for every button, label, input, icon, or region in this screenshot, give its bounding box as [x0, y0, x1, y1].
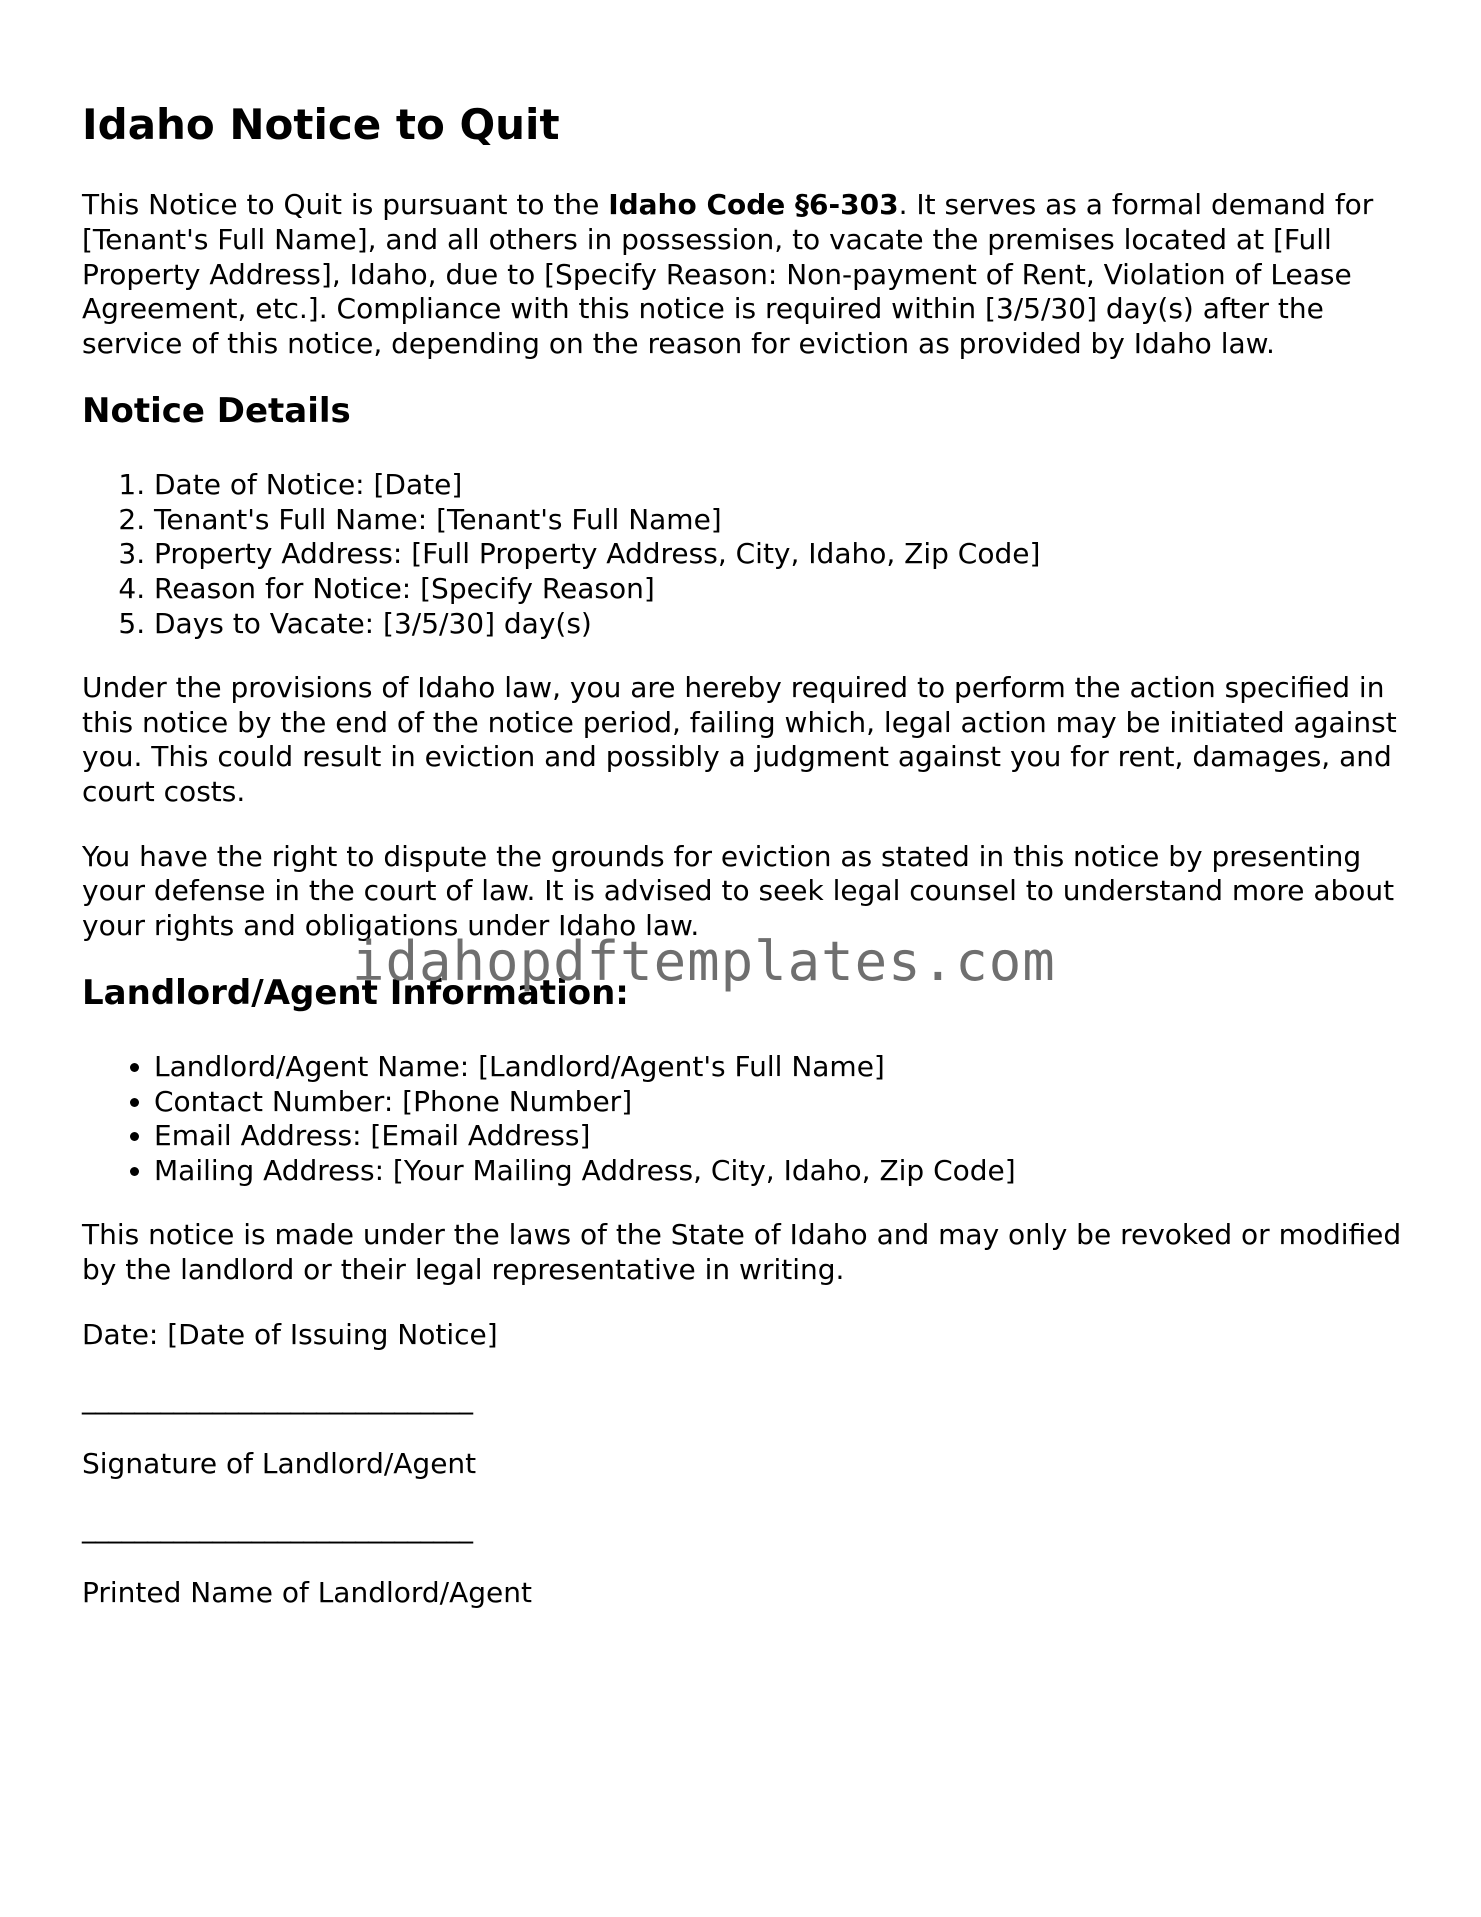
list-item: 2. Tenant's Full Name: [Tenant's Full Name]: [154, 503, 1402, 538]
notice-details-heading: Notice Details: [82, 391, 351, 432]
intro-text-end: . It serves as a formal demand for [Tenant's Full Name], and all others in possession, to vacate the premises located at [Full Property Address], Idaho, due to [Specify Reason: Non-payment of Rent, Violation of Lease Agreement, etc.]. Compliance with this notice is required within [3/5/30] day(s) after the service of this notice, depending on the reason for eviction as provided by Idaho law.: [82, 188, 1374, 360]
intro-code-reference: Idaho Code §6-303: [608, 188, 899, 222]
intro-text-start: This Notice to Quit is pursuant to the: [82, 188, 609, 222]
list-item: • Landlord/Agent Name: [Landlord/Agent's Full Name]: [154, 1050, 1402, 1085]
landlord-info-heading: Landlord/Agent Information:: [82, 973, 629, 1014]
laws-paragraph: This notice is made under the laws of the State of Idaho and may only be revoked or modified by the landlord or their legal representative in writing.: [82, 1218, 1402, 1287]
landlord-info-list: [82, 1050, 1402, 1188]
document-page: [82, 100, 1402, 1641]
printed-name-label: Printed Name of Landlord/Agent: [82, 1576, 532, 1610]
list-item: • Email Address: [Email Address]: [154, 1119, 1402, 1154]
list-item: • Contact Number: [Phone Number]: [154, 1085, 1402, 1120]
document-title: Idaho Notice to Quit: [82, 100, 560, 149]
watermark: idahopdftemplates.com: [352, 930, 1056, 993]
printed-name-line: ______________________________: [82, 1511, 472, 1545]
list-item: 3. Property Address: [Full Property Address, City, Idaho, Zip Code]: [154, 537, 1402, 572]
signature-line: ______________________________: [82, 1382, 472, 1416]
provisions-paragraph: Under the provisions of Idaho law, you are hereby required to perform the action specified in this notice by the end of the notice period, failing which, legal action may be initiated against you. This could result in eviction and possibly a judgment against you for rent, damages, and court costs.: [82, 671, 1397, 808]
rights-paragraph: You have the right to dispute the grounds for eviction as stated in this notice by presenting your defense in the court of law. It is advised to seek legal counsel to understand more about your rights and obligations under Idaho law.: [82, 839, 1395, 942]
intro-paragraph: [82, 188, 1402, 361]
list-item: 1. Date of Notice: [Date]: [154, 468, 1402, 503]
list-item: 4. Reason for Notice: [Specify Reason]: [154, 572, 1402, 607]
list-item: 5. Days to Vacate: [3/5/30] day(s): [154, 607, 1402, 642]
list-item: • Mailing Address: [Your Mailing Address, City, Idaho, Zip Code]: [154, 1154, 1402, 1189]
notice-details-list: [82, 468, 1402, 641]
signature-label: Signature of Landlord/Agent: [82, 1446, 477, 1480]
date-line: Date: [Date of Issuing Notice]: [82, 1317, 498, 1351]
